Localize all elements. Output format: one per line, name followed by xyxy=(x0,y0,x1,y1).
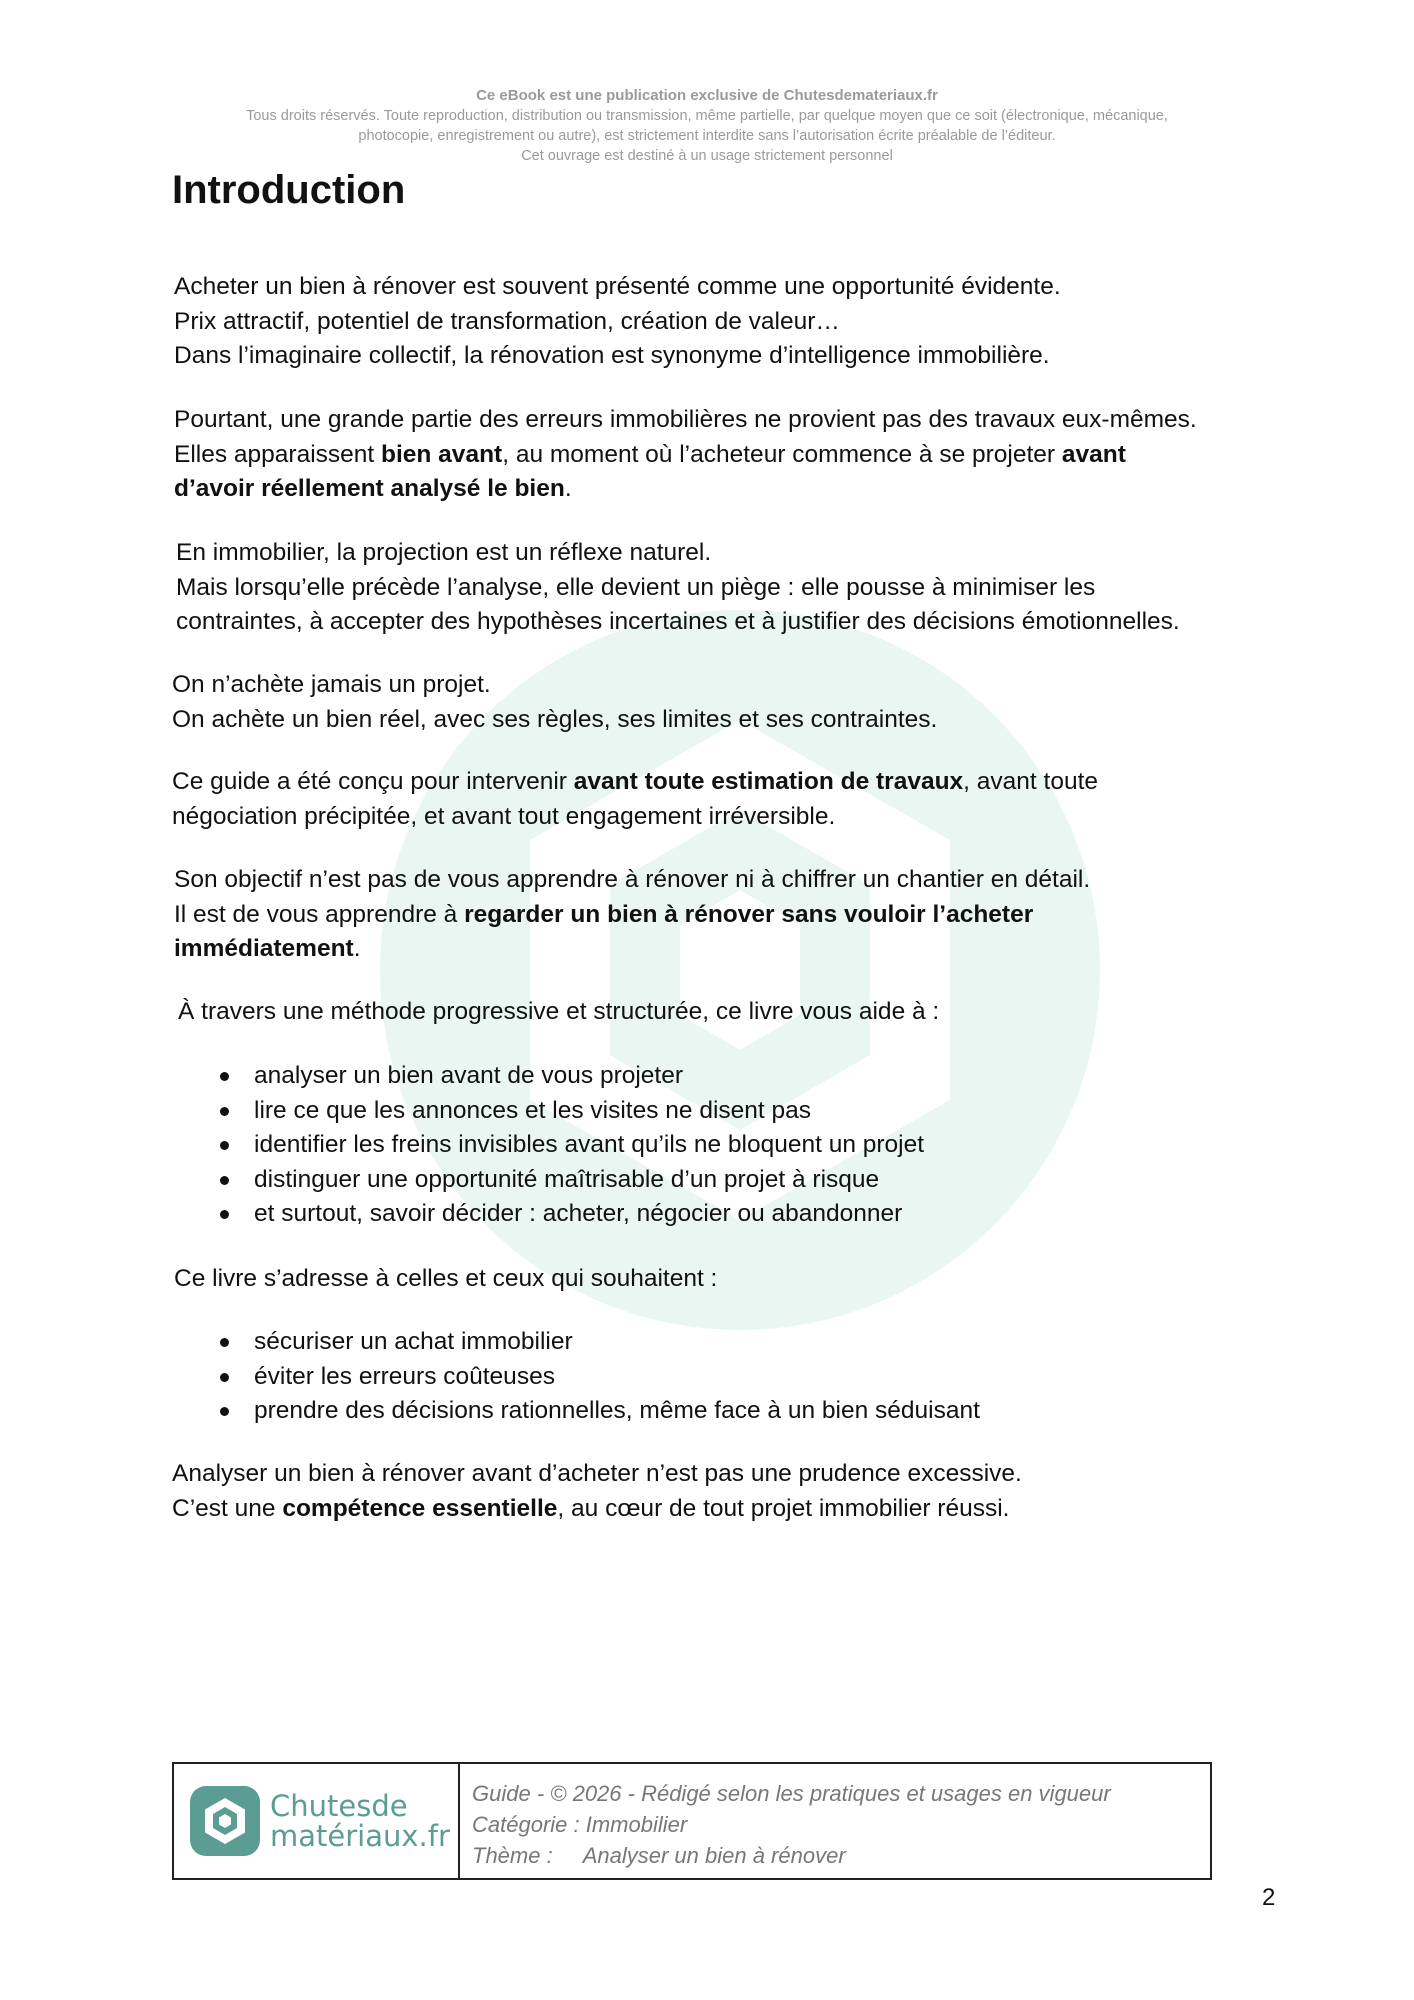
header-line-2: photocopie, enregistrement ou autre), est strictement interdite sans l’autorisation écrite préalable de l’éditeur. xyxy=(358,128,1056,144)
paragraph-8: Ce livre s’adresse à celles et ceux qui souhaitent : xyxy=(174,1265,718,1292)
text-line: Son objectif n’est pas de vous apprendre à rénover ni à chiffrer un chantier en détail. xyxy=(174,866,1091,893)
list-item: éviter les erreurs coûteuses xyxy=(172,1360,980,1395)
chutesdemateriaux-logo-icon xyxy=(190,1786,260,1856)
text-line: Acheter un bien à rénover est souvent présenté comme une opportunité évidente. xyxy=(174,273,1061,300)
paragraph-3 xyxy=(176,536,1180,640)
text-line: En immobilier, la projection est un réflexe naturel. xyxy=(176,539,712,566)
bold-text: avant toute estimation de travaux xyxy=(573,768,964,795)
list-item: distinguer une opportunité maîtrisable d’un projet à risque xyxy=(172,1163,924,1198)
text-line xyxy=(172,765,1098,800)
footer-guide: Guide - © 2026 - Rédigé selon les pratiques et usages en vigueur xyxy=(472,1781,1111,1806)
footer-category: Catégorie : Immobilier xyxy=(472,1812,688,1837)
footer-theme xyxy=(472,1840,1111,1871)
bold-text: regarder un bien à rénover sans vouloir l’acheter xyxy=(464,900,1034,928)
text-line: Analyser un bien à rénover avant d’acheter n’est pas une prudence excessive. xyxy=(172,1460,1022,1487)
text-line xyxy=(174,898,1090,933)
theme-value: Analyser un bien à rénover xyxy=(582,1843,846,1868)
page-title: Introduction xyxy=(172,168,406,212)
text-line xyxy=(174,472,1197,507)
list-item: prendre des décisions rationnelles, même face à un bien séduisant xyxy=(172,1394,980,1429)
text-line: Prix attractif, potentiel de transformation, création de valeur… xyxy=(174,307,840,335)
text-span: . xyxy=(564,475,572,502)
paragraph-9 xyxy=(172,1457,1022,1526)
benefits-list xyxy=(172,1059,924,1232)
bold-text: d’avoir réellement analysé le bien xyxy=(174,475,565,502)
text-line: Pourtant, une grande partie des erreurs immobilières ne provient pas des travaux eux-mêmes. xyxy=(174,406,1197,433)
list-item: sécuriser un achat immobilier xyxy=(172,1325,980,1360)
text-span: , au cœur de tout projet immobilier réussi. xyxy=(557,1494,1010,1522)
text-span: Il est de vous apprendre à xyxy=(174,900,465,928)
list-item: et surtout, savoir décider : acheter, négocier ou abandonner xyxy=(172,1197,924,1232)
text-span: Elles apparaissent xyxy=(174,440,382,468)
header-line-1: Tous droits réservés. Toute reproduction, distribution ou transmission, même partielle, par quelque moyen que ce soit (électronique, mécanique, xyxy=(246,108,1168,124)
text-line xyxy=(174,932,1090,967)
text-line xyxy=(174,438,1197,473)
text-line: On n’achète jamais un projet. xyxy=(172,671,491,698)
text-line: On achète un bien réel, avec ses règles, ses limites et ses contraintes. xyxy=(172,705,938,733)
logo-wordmark xyxy=(270,1791,450,1851)
copyright-header xyxy=(0,86,1414,166)
paragraph-4 xyxy=(172,668,937,737)
text-span: . xyxy=(353,935,361,962)
footer-info xyxy=(460,1764,1111,1878)
text-line: Mais lorsqu’elle précède l’analyse, elle devient un piège : elle pousse à minimiser les xyxy=(176,573,1096,601)
bold-text: compétence essentielle xyxy=(282,1494,558,1522)
bold-text: bien avant xyxy=(381,440,503,468)
footer-box xyxy=(172,1762,1212,1880)
footer-logo xyxy=(174,1764,460,1878)
page-number: 2 xyxy=(1262,1884,1276,1911)
theme-label: Thème : xyxy=(472,1843,553,1868)
text-line: contraintes, à accepter des hypothèses incertaines et à justifier des décisions émotionnelles. xyxy=(176,608,1180,635)
paragraph-5 xyxy=(172,765,1098,834)
header-title: Ce eBook est une publication exclusive de Chutesdemateriaux.fr xyxy=(476,87,938,104)
header-line-3: Cet ouvrage est destiné à un usage strictement personnel xyxy=(521,148,893,164)
logo-line-2: matériaux.fr xyxy=(270,1819,450,1853)
text-line xyxy=(172,1492,1022,1527)
text-span: , au moment où l’acheteur commence à se projeter xyxy=(502,440,1062,468)
paragraph-7: À travers une méthode progressive et structurée, ce livre vous aide à : xyxy=(178,998,940,1025)
list-item: lire ce que les annonces et les visites ne disent pas xyxy=(172,1094,924,1129)
list-item: identifier les freins invisibles avant qu’ils ne bloquent un projet xyxy=(172,1128,924,1163)
paragraph-6 xyxy=(174,863,1090,967)
bold-text: immédiatement xyxy=(174,935,354,962)
logo-line-1: Chutesde xyxy=(270,1789,408,1823)
bold-text: avant xyxy=(1061,440,1126,468)
list-item: analyser un bien avant de vous projeter xyxy=(172,1059,924,1094)
text-line: Dans l’imaginaire collectif, la rénovation est synonyme d’intelligence immobilière. xyxy=(174,342,1050,369)
text-line: négociation précipitée, et avant tout engagement irréversible. xyxy=(172,802,836,830)
audience-list xyxy=(172,1325,980,1429)
paragraph-1 xyxy=(174,270,1061,374)
paragraph-2 xyxy=(174,403,1197,507)
text-span: , avant toute xyxy=(963,768,1099,795)
text-span: C’est une xyxy=(172,1494,283,1522)
text-span: Ce guide a été conçu pour intervenir xyxy=(172,768,574,795)
